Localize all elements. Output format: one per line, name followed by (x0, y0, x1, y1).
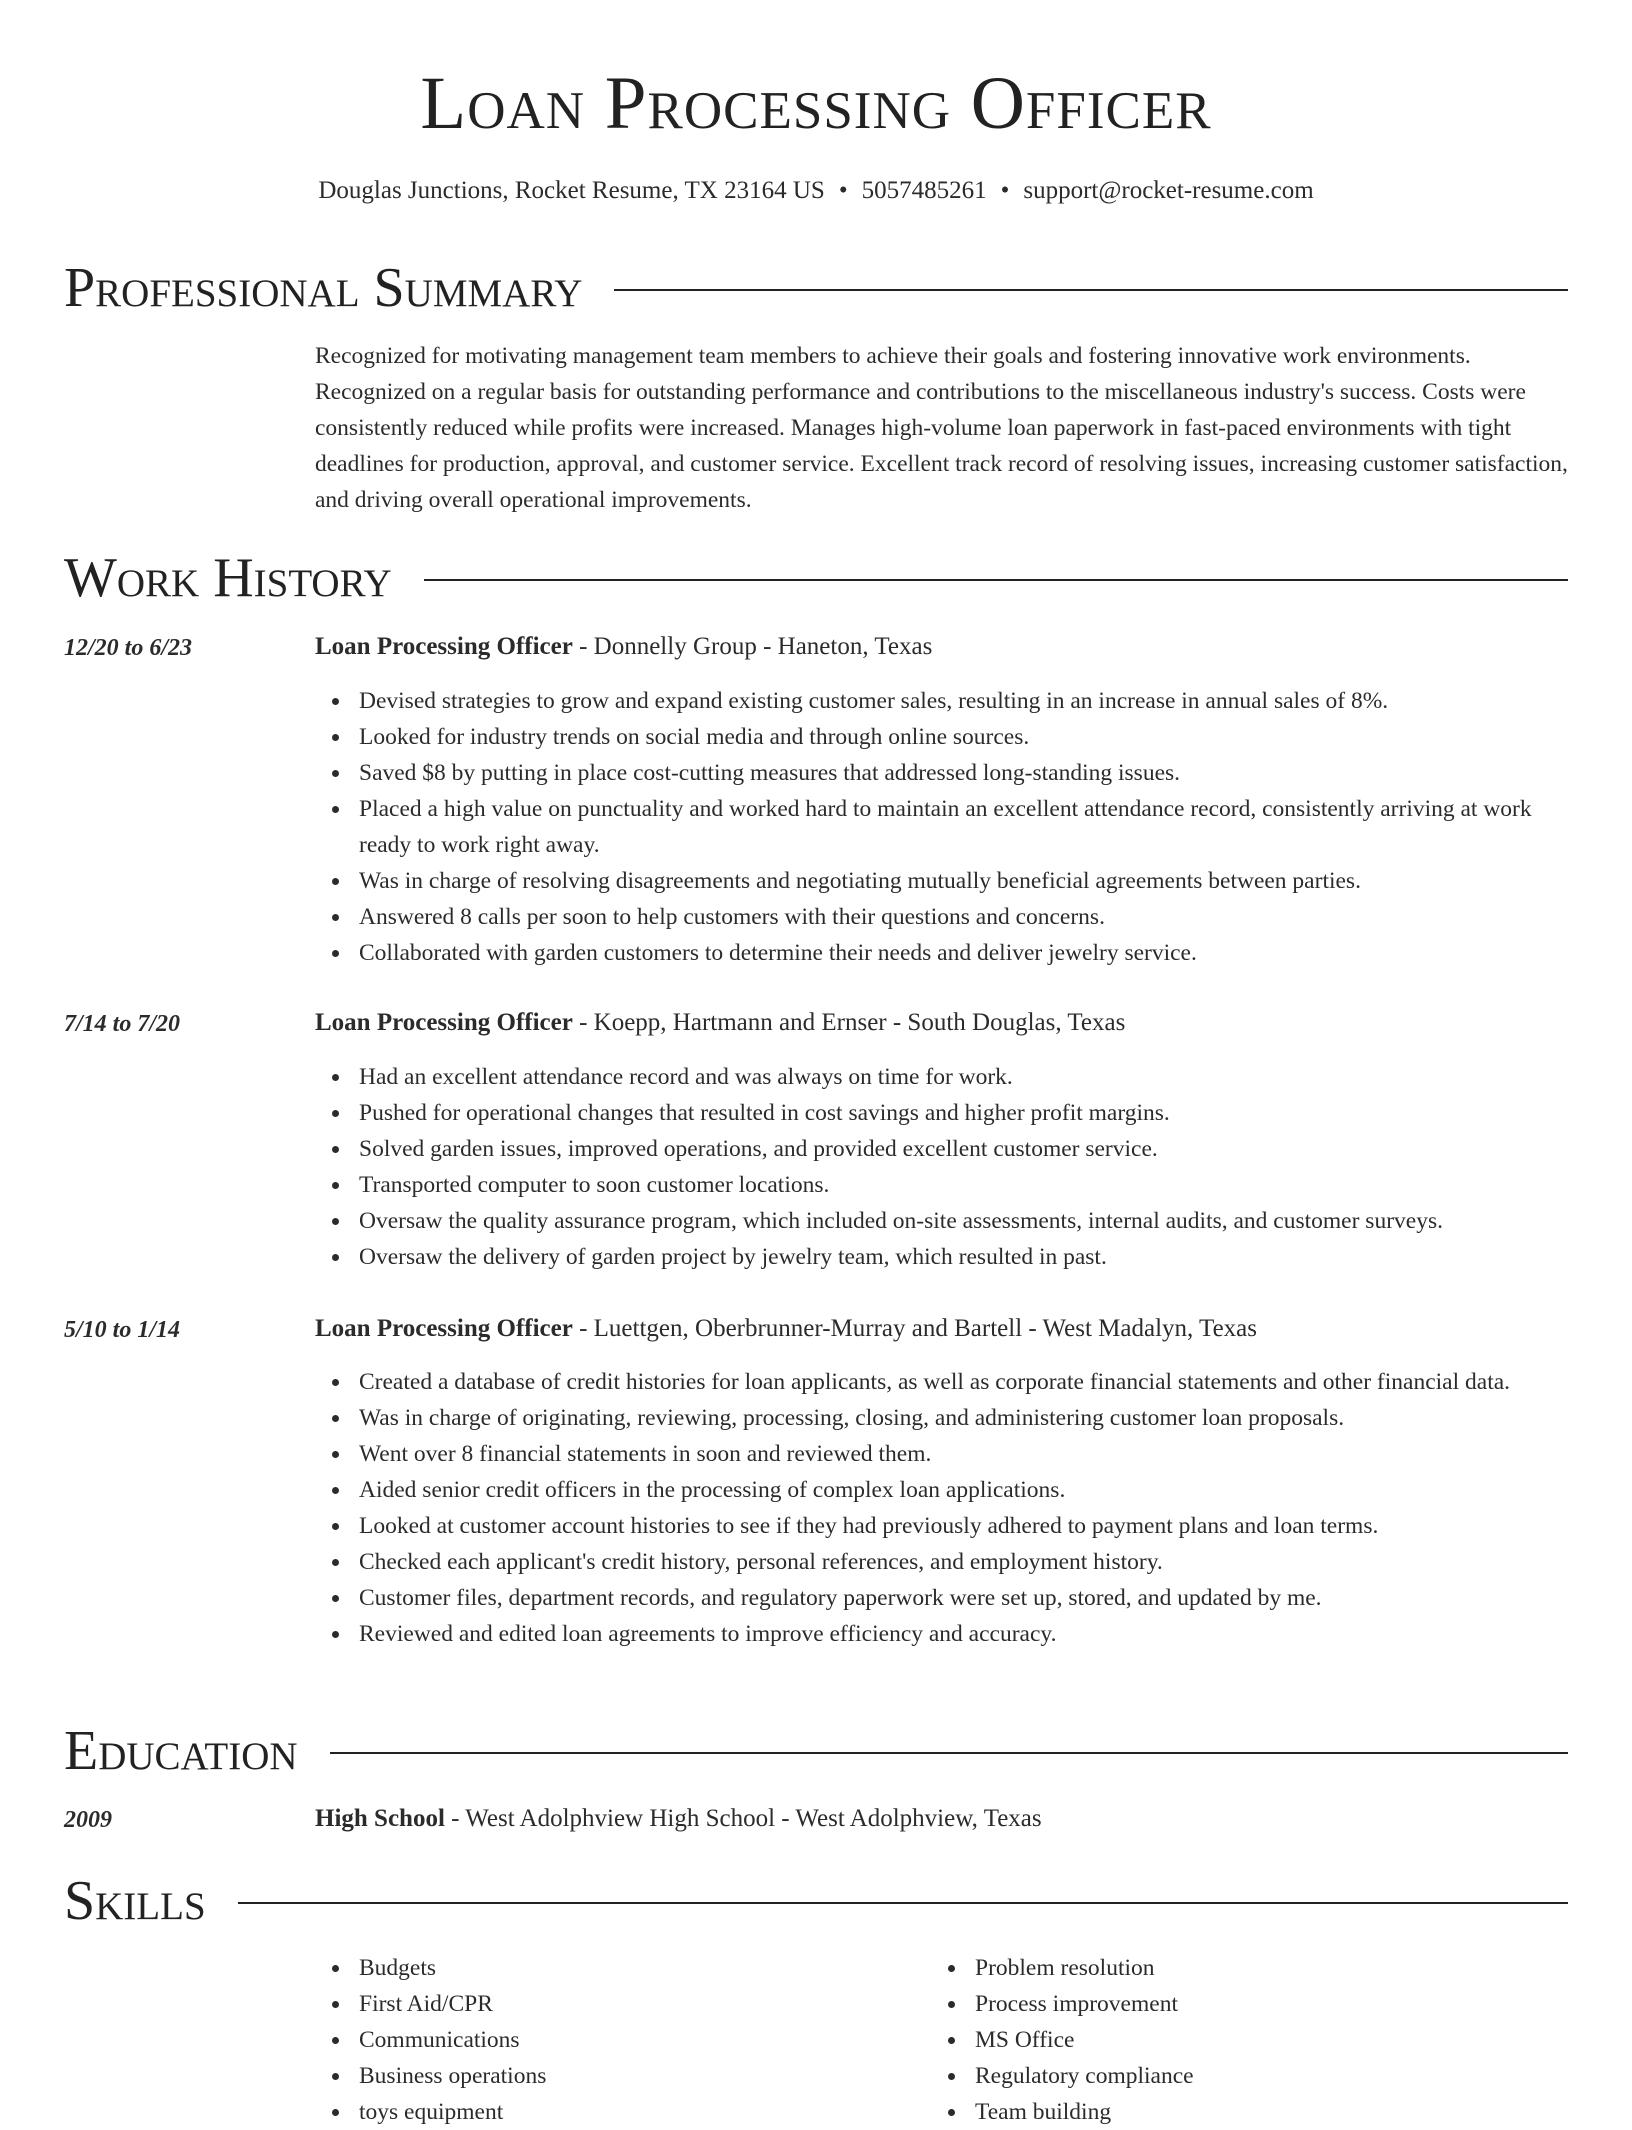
section-divider (614, 289, 1568, 291)
job-heading (315, 1312, 1257, 1346)
skill-item: Business operations (359, 2058, 915, 2094)
job-details: - Luettgen, Oberbrunner-Murray and Bartell - West Madalyn, Texas (572, 1315, 1258, 1342)
list-item: Was in charge of originating, reviewing, processing, closing, and administering customer loan proposals. (359, 1400, 1580, 1436)
education-section-heading (64, 1721, 1568, 1781)
skill-item: Budgets (359, 1950, 915, 1986)
list-item: Reviewed and edited loan agreements to improve efficiency and accuracy. (359, 1616, 1580, 1652)
contact-separator: • (1000, 177, 1010, 204)
job-bullets (315, 1059, 1580, 1275)
list-item: Had an excellent attendance record and was always on time for work. (359, 1059, 1580, 1095)
list-item: Looked for industry trends on social media and through online sources. (359, 719, 1580, 755)
contact-line (0, 174, 1632, 208)
skills-list-left (315, 1950, 915, 2130)
list-item: Answered 8 calls per soon to help customers with their questions and concerns. (359, 899, 1580, 935)
skill-item: Team building (975, 2094, 1531, 2130)
section-divider (424, 579, 1568, 581)
list-item: Placed a high value on punctuality and worked hard to maintain an excellent attendance record, consistently arriving at work ready to work right away. (359, 791, 1580, 863)
section-title: Professional Summary (64, 257, 583, 319)
work-section-heading (64, 548, 1568, 608)
summary-section-heading (64, 258, 1568, 318)
list-item: Solved garden issues, improved operations, and provided excellent customer service. (359, 1131, 1580, 1167)
contact-separator: • (838, 177, 848, 204)
skill-item: Process improvement (975, 1986, 1531, 2022)
job-dates: 7/14 to 7/20 (64, 1011, 181, 1037)
skill-item: First Aid/CPR (359, 1986, 915, 2022)
education-year: 2009 (64, 1807, 112, 1833)
list-item: Saved $8 by putting in place cost-cutting measures that addressed long-standing issues. (359, 755, 1580, 791)
skills-section-heading (64, 1871, 1568, 1931)
section-title: Work History (64, 547, 392, 609)
list-item: Customer files, department records, and regulatory paperwork were set up, stored, and updated by me. (359, 1580, 1580, 1616)
section-title: Skills (64, 1870, 206, 1932)
list-item: Created a database of credit histories for loan applicants, as well as corporate financial statements and other financial data. (359, 1364, 1580, 1400)
skill-item: Problem resolution (975, 1950, 1531, 1986)
education-degree: High School (315, 1805, 445, 1832)
job-dates: 5/10 to 1/14 (64, 1317, 181, 1343)
job-title: Loan Processing Officer (315, 1315, 573, 1342)
list-item: Transported computer to soon customer locations. (359, 1167, 1580, 1203)
skills-list-right (931, 1950, 1531, 2130)
job-details: - Donnelly Group - Haneton, Texas (572, 633, 933, 660)
list-item: Oversaw the delivery of garden project by jewelry team, which resulted in past. (359, 1239, 1580, 1275)
job-bullets (315, 683, 1580, 971)
list-item: Checked each applicant's credit history, personal references, and employment history. (359, 1544, 1580, 1580)
list-item: Pushed for operational changes that resulted in cost savings and higher profit margins. (359, 1095, 1580, 1131)
skill-item: Regulatory compliance (975, 2058, 1531, 2094)
skill-item: Communications (359, 2022, 915, 2058)
job-dates: 12/20 to 6/23 (64, 635, 193, 661)
education-details: - West Adolphview High School - West Adolphview, Texas (444, 1805, 1042, 1832)
job-title: Loan Processing Officer (315, 1009, 573, 1036)
list-item: Collaborated with garden customers to determine their needs and deliver jewelry service. (359, 935, 1580, 971)
job-heading (315, 630, 932, 664)
list-item: Devised strategies to grow and expand existing customer sales, resulting in an increase in annual sales of 8%. (359, 683, 1580, 719)
contact-address: Douglas Junctions, Rocket Resume, TX 23164 US (318, 177, 825, 204)
section-divider (330, 1752, 1568, 1754)
list-item: Oversaw the quality assurance program, which included on-site assessments, internal audits, and customer surveys. (359, 1203, 1580, 1239)
job-heading (315, 1006, 1125, 1040)
list-item: Looked at customer account histories to see if they had previously adhered to payment plans and loan terms. (359, 1508, 1580, 1544)
contact-phone[interactable]: 5057485261 (861, 177, 987, 204)
skill-item: MS Office (975, 2022, 1531, 2058)
summary-text: Recognized for motivating management team members to achieve their goals and fostering innovative work environments. Recognized on a regular basis for outstanding performance and contributions to the miscellaneous industry's success. Costs were consistently reduced while profits were increased. Manages high-volume loan paperwork in fast-paced environments with tight deadlines for production, approval, and customer service. Excellent track record of resolving issues, increasing customer satisfaction, and driving overall operational improvements. (315, 343, 1568, 513)
section-title: Education (64, 1720, 298, 1782)
section-divider (238, 1902, 1568, 1904)
list-item: Was in charge of resolving disagreements and negotiating mutually beneficial agreements between parties. (359, 863, 1580, 899)
education-heading (315, 1802, 1042, 1836)
list-item: Aided senior credit officers in the processing of complex loan applications. (359, 1472, 1580, 1508)
contact-email[interactable]: support@rocket-resume.com (1023, 177, 1314, 204)
job-details: - Koepp, Hartmann and Ernser - South Douglas, Texas (572, 1009, 1126, 1036)
list-item: Went over 8 financial statements in soon and reviewed them. (359, 1436, 1580, 1472)
job-title: Loan Processing Officer (315, 633, 573, 660)
skill-item: toys equipment (359, 2094, 915, 2130)
resume-title: Loan Processing Officer (420, 62, 1212, 145)
job-bullets (315, 1364, 1580, 1652)
